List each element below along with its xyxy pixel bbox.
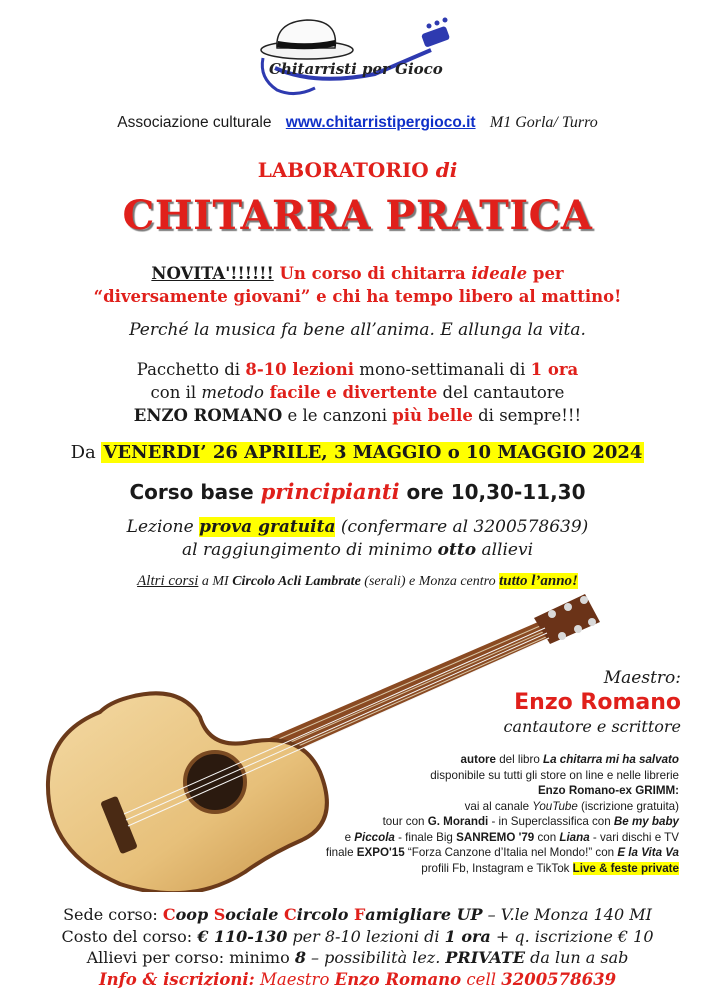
- footer-block: [0, 904, 715, 990]
- bio-text: - vari dischi e TV: [589, 830, 679, 844]
- venue-text: oop: [175, 905, 214, 924]
- package-easy: facile e divertente: [263, 383, 438, 402]
- other-courses: [0, 573, 715, 590]
- maestro-role: cantautore e scrittore: [503, 717, 681, 736]
- students-text: Allievi per corso: minimo: [86, 948, 295, 967]
- youtube-label: YouTube: [532, 799, 578, 813]
- bio-text: del libro: [495, 753, 544, 766]
- trial-text: (confermare al 3200578639): [335, 517, 589, 537]
- info-text: cell: [461, 969, 502, 989]
- novita-ideal: ideale: [471, 264, 528, 283]
- venue-text: amigliare: [365, 905, 457, 924]
- students-text: – possibilità lez.: [305, 948, 446, 967]
- info-line: [0, 969, 715, 991]
- package-lessons: 8-10 lezioni: [245, 360, 355, 379]
- trial-otto: otto: [437, 540, 477, 560]
- bio-text: G. Morandi: [427, 815, 489, 828]
- course-level: principianti: [260, 479, 400, 504]
- package-best: più belle: [392, 406, 473, 425]
- other-text: (serali) e Monza centro: [360, 574, 500, 589]
- venue-line: [0, 904, 715, 926]
- bio-line: [259, 799, 679, 815]
- cost-text: per 8-10 lezioni di: [287, 926, 445, 946]
- course-line: [0, 479, 715, 504]
- hat-guitar-logo-icon: [255, 8, 455, 100]
- bio-text: Liana: [559, 830, 590, 844]
- lab-title-suffix: di: [435, 158, 458, 182]
- logo-text: Chitarristi per Gioco: [269, 60, 443, 78]
- cost-hour: 1 ora: [444, 926, 491, 946]
- bio-text: tour con: [382, 815, 428, 828]
- location: M1 Gorla/ Turro: [489, 114, 598, 131]
- other-text: a MI: [198, 574, 233, 589]
- venue-text: S: [213, 905, 226, 924]
- trial-text: al raggiungimento di minimo: [181, 540, 438, 560]
- venue-text: UP: [456, 905, 483, 924]
- other-all-year: tutto l’anno!: [499, 573, 578, 589]
- association-label: Associazione culturale: [117, 114, 272, 131]
- package-text: con il: [150, 383, 202, 402]
- package-name: ENZO ROMANO: [133, 406, 283, 425]
- cost-price: € 110-130: [197, 926, 288, 946]
- trial-text: Lezione: [126, 517, 200, 537]
- maestro-name: Enzo Romano: [514, 690, 681, 715]
- bio-text: Piccola: [354, 830, 395, 844]
- bio-text: con: [534, 830, 560, 844]
- venue-text: ircolo: [296, 905, 354, 924]
- bio-line: [259, 814, 679, 830]
- bio-text: EXPO'15: [356, 846, 405, 859]
- course-prefix: Corso base: [129, 480, 261, 504]
- package-text: di sempre!!!: [472, 406, 582, 425]
- trial-free: prova gratuita: [199, 517, 336, 537]
- book-title: La chitarra mi ha salvato: [543, 753, 679, 766]
- other-circolo: Circolo Acli Lambrate: [232, 574, 361, 589]
- bio-text: profili Fb, Instagram e TikTok: [421, 861, 573, 875]
- package-metodo: metodo: [201, 383, 264, 402]
- association-line: [0, 114, 715, 132]
- bio-text: “Forza Canzone d’Italia nel Mondo!” con: [404, 846, 618, 859]
- bio-line: [259, 830, 679, 846]
- novita-label: NOVITA'!!!!!!: [151, 264, 274, 283]
- dates-line: [0, 442, 715, 463]
- maestro-block: [261, 668, 681, 736]
- venue-text: ociale: [225, 905, 284, 924]
- cost-label: Costo del corso:: [61, 926, 198, 946]
- novita-block: [30, 262, 685, 308]
- venue-address: – V.le Monza 140 MI: [482, 905, 652, 924]
- bio-block: [259, 752, 679, 876]
- students-line: [0, 947, 715, 969]
- main-title: CHITARRA PRATICA: [122, 192, 593, 239]
- package-hour: 1 ora: [530, 360, 579, 379]
- novita-line2: “diversamente giovani” e chi ha tempo libero al mattino!: [93, 287, 622, 306]
- live-badge: Live & feste private: [572, 861, 679, 875]
- package-text: Pacchetto di: [136, 360, 246, 379]
- package-text: e le canzoni: [282, 406, 393, 425]
- other-label: Altri corsi: [137, 573, 199, 589]
- bio-text: (iscrizione gratuita): [577, 799, 679, 813]
- lab-title-prefix: LABORATORIO: [257, 158, 429, 182]
- bio-text: finale: [325, 846, 357, 859]
- bio-line: [259, 752, 679, 768]
- website-link[interactable]: www.chitarristipergioco.it: [285, 114, 476, 131]
- info-name: Enzo Romano: [334, 969, 462, 989]
- info-label: Info & iscrizioni:: [98, 969, 255, 989]
- bio-line: disponibile su tutti gli store on line e nelle librerie: [430, 768, 679, 782]
- bio-line: [259, 861, 679, 877]
- trial-text: allievi: [476, 540, 534, 560]
- bio-line: [259, 845, 679, 861]
- bio-line: Enzo Romano-ex GRIMM:: [537, 784, 679, 797]
- bio-text: e: [344, 830, 355, 844]
- logo: [255, 8, 455, 100]
- dates-highlight: VENERDI’ 26 APRILE, 3 MAGGIO o 10 MAGGIO 2024: [103, 442, 643, 463]
- tagline: Perché la musica fa bene all’anima. E allunga la vita.: [129, 320, 586, 340]
- info-phone[interactable]: 3200578639: [501, 969, 617, 989]
- bio-text: SANREMO '79: [456, 830, 535, 844]
- venue-text: C: [162, 905, 176, 924]
- bio-text: autore: [460, 753, 496, 766]
- students-private: PRIVATE: [445, 948, 526, 967]
- students-min: 8: [294, 948, 306, 967]
- cost-line: [0, 926, 715, 948]
- dates-prefix: Da: [70, 442, 102, 463]
- bio-text: - in Superclassifica con: [488, 815, 614, 828]
- venue-text: C: [283, 905, 297, 924]
- bio-text: Be my baby: [613, 815, 679, 828]
- package-block: [40, 358, 675, 427]
- venue-text: F: [353, 905, 366, 924]
- package-text: mono-settimanali di: [354, 360, 531, 379]
- bio-text: E la Vita Va: [617, 846, 679, 859]
- bio-text: vai al canale: [464, 799, 533, 813]
- novita-text2: per: [527, 264, 564, 283]
- bio-text: - finale Big: [394, 830, 457, 844]
- course-time: ore 10,30-11,30: [399, 480, 586, 504]
- students-text: da lun a sab: [525, 948, 629, 967]
- info-text: Maestro: [254, 969, 335, 989]
- cost-text: + q. iscrizione € 10: [490, 926, 654, 946]
- maestro-label: Maestro:: [603, 668, 681, 688]
- trial-block: [0, 516, 715, 562]
- venue-label: Sede corso:: [63, 905, 163, 924]
- lab-title: [0, 158, 715, 182]
- package-text: del cantautore: [437, 383, 565, 402]
- novita-text1: Un corso di chitarra: [273, 264, 472, 283]
